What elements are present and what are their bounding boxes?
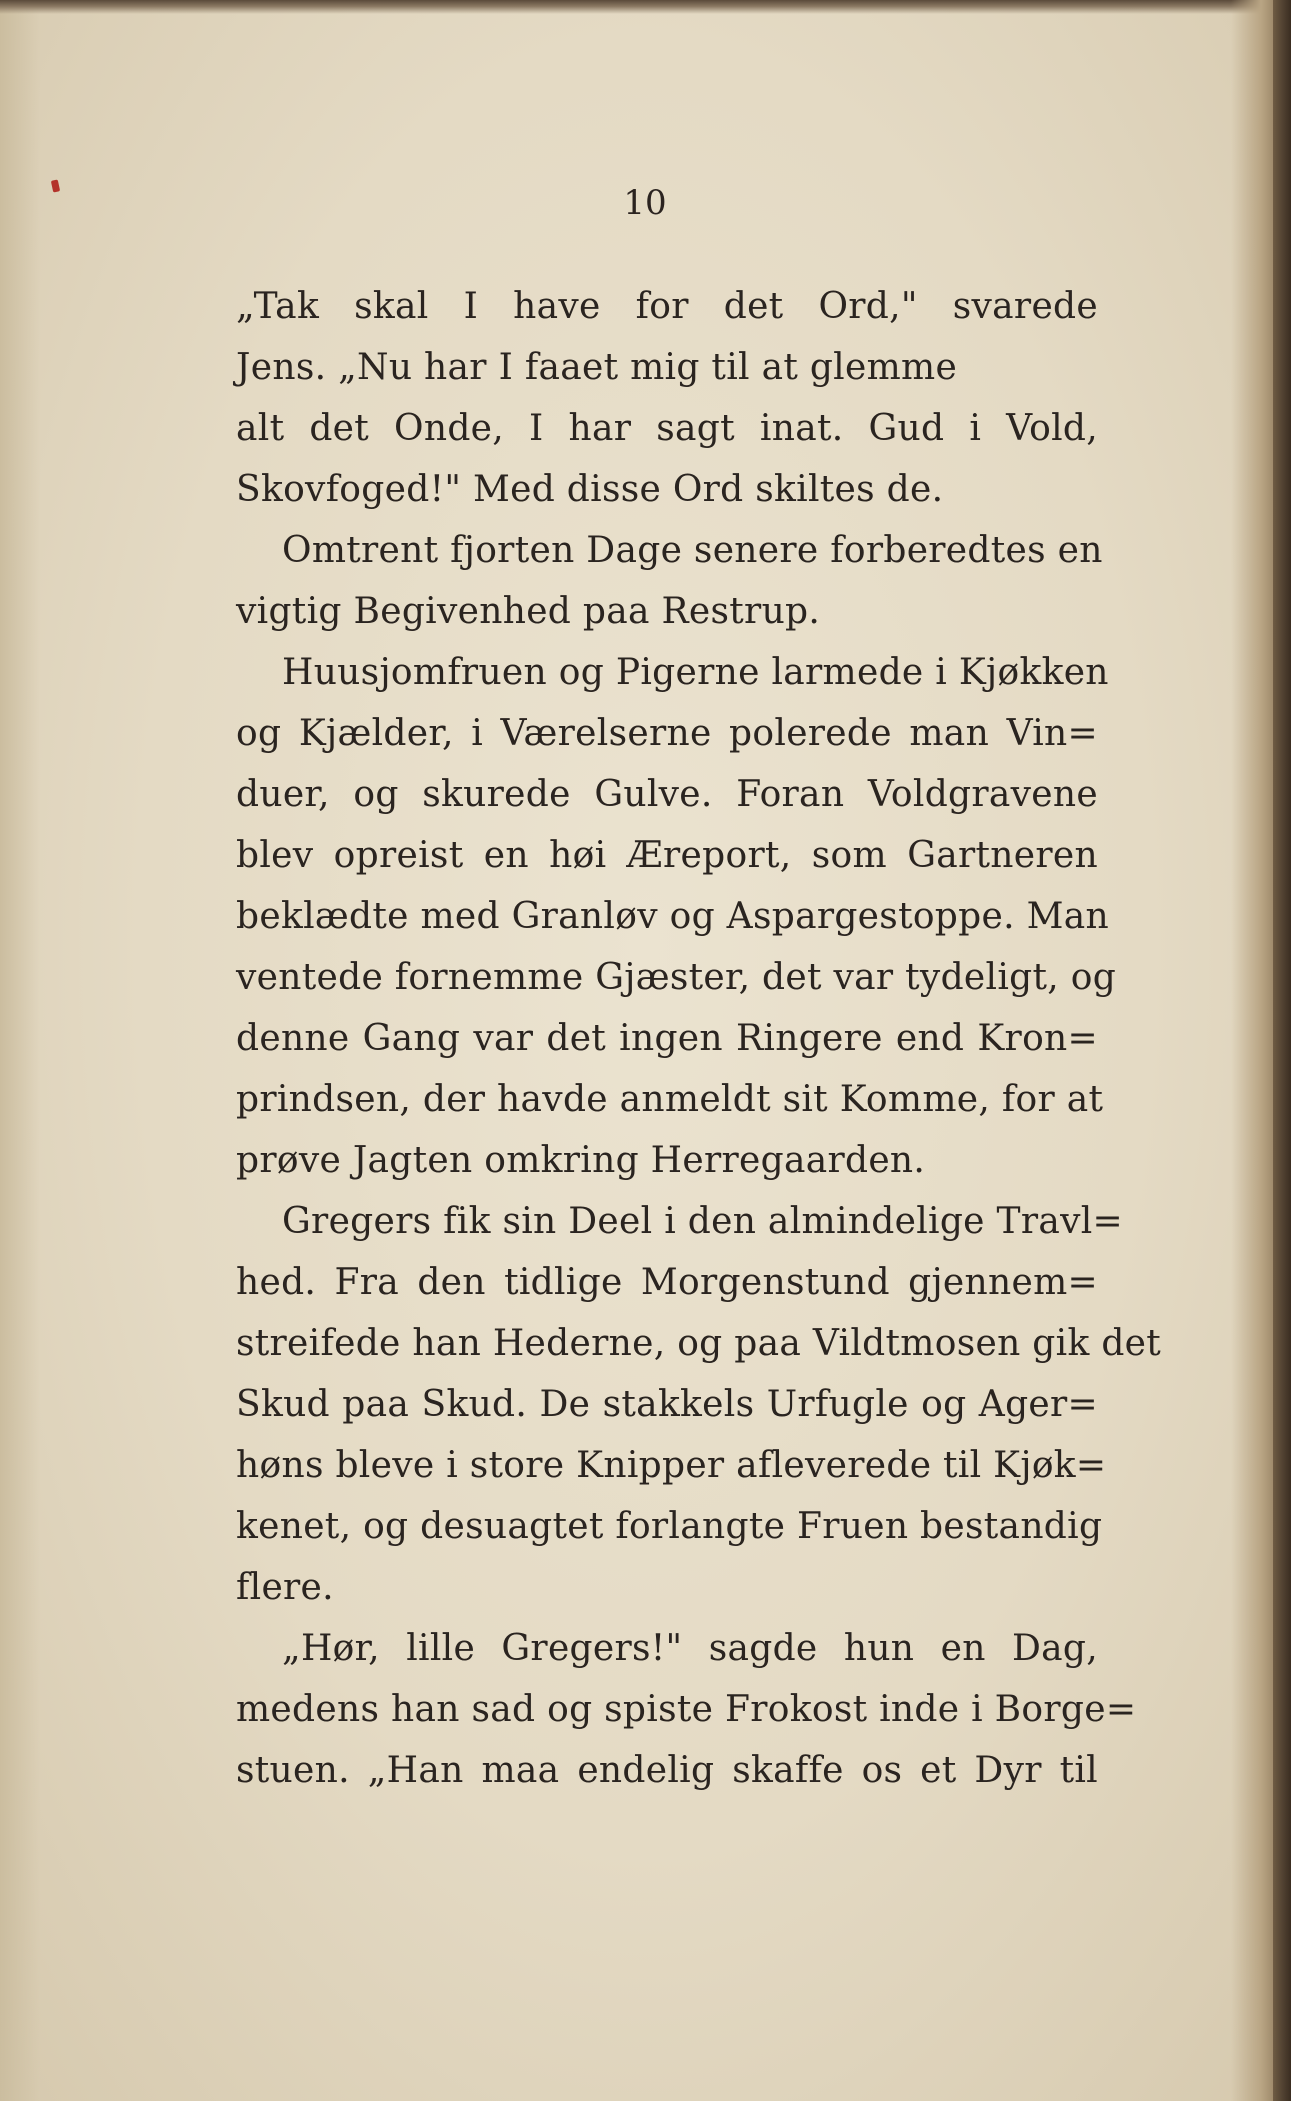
text-line: stuen. „Han maa endelig skaffe os et Dyr til [236,1750,1098,1791]
text-line: høns bleve i store Knipper afleverede til Kjøk= [236,1445,1107,1486]
text-line: ventede fornemme Gjæster, det var tydeligt, og [236,957,1117,998]
text-line: „Tak skal I have for det Ord," svarede [236,286,1098,327]
text-line: og Kjælder, i Værelserne polerede man Vin= [236,713,1098,754]
text-line: medens han sad og spiste Frokost inde i Borge= [236,1689,1137,1730]
page-left-shadow [0,0,40,2101]
text-line: flere. [236,1567,334,1608]
text-line: prøve Jagten omkring Herregaarden. [236,1140,926,1181]
text-line: Gregers fik sin Deel i den almindelige Travl= [282,1201,1124,1242]
text-line: denne Gang var det ingen Ringere end Kron= [236,1018,1098,1059]
text-line: Jens. „Nu har I faaet mig til at glemme [236,347,958,388]
page-number: 10 [623,183,667,223]
text-line: streifede han Hederne, og paa Vildtmosen gik det [236,1323,1162,1364]
body-text [236,276,1162,1801]
text-line: prindsen, der havde anmeldt sit Komme, for at [236,1079,1104,1120]
text-line: „Hør, lille Gregers!" sagde hun en Dag, [282,1628,1098,1669]
binding-edge [1273,0,1291,2101]
text-line: alt det Onde, I har sagt inat. Gud i Vold, [236,408,1098,449]
red-ink-mark [51,179,60,192]
text-line: Skovfoged!" Med disse Ord skiltes de. [236,469,944,510]
text-line: beklædte med Granløv og Aspargestoppe. Man [236,896,1109,937]
text-line: vigtig Begivenhed paa Restrup. [236,591,821,632]
text-line: Omtrent fjorten Dage senere forberedtes en [282,530,1103,571]
text-line: hed. Fra den tidlige Morgenstund gjennem= [236,1262,1098,1303]
page-top-edge [0,0,1291,14]
text-line: Skud paa Skud. De stakkels Urfugle og Ager= [236,1384,1098,1425]
text-line: Huusjomfruen og Pigerne larmede i Kjøkken [282,652,1109,693]
text-line: kenet, og desuagtet forlangte Fruen bestandig [236,1506,1103,1547]
text-line: blev opreist en høi Æreport, som Gartneren [236,835,1098,876]
text-line: duer, og skurede Gulve. Foran Voldgravene [236,774,1098,815]
